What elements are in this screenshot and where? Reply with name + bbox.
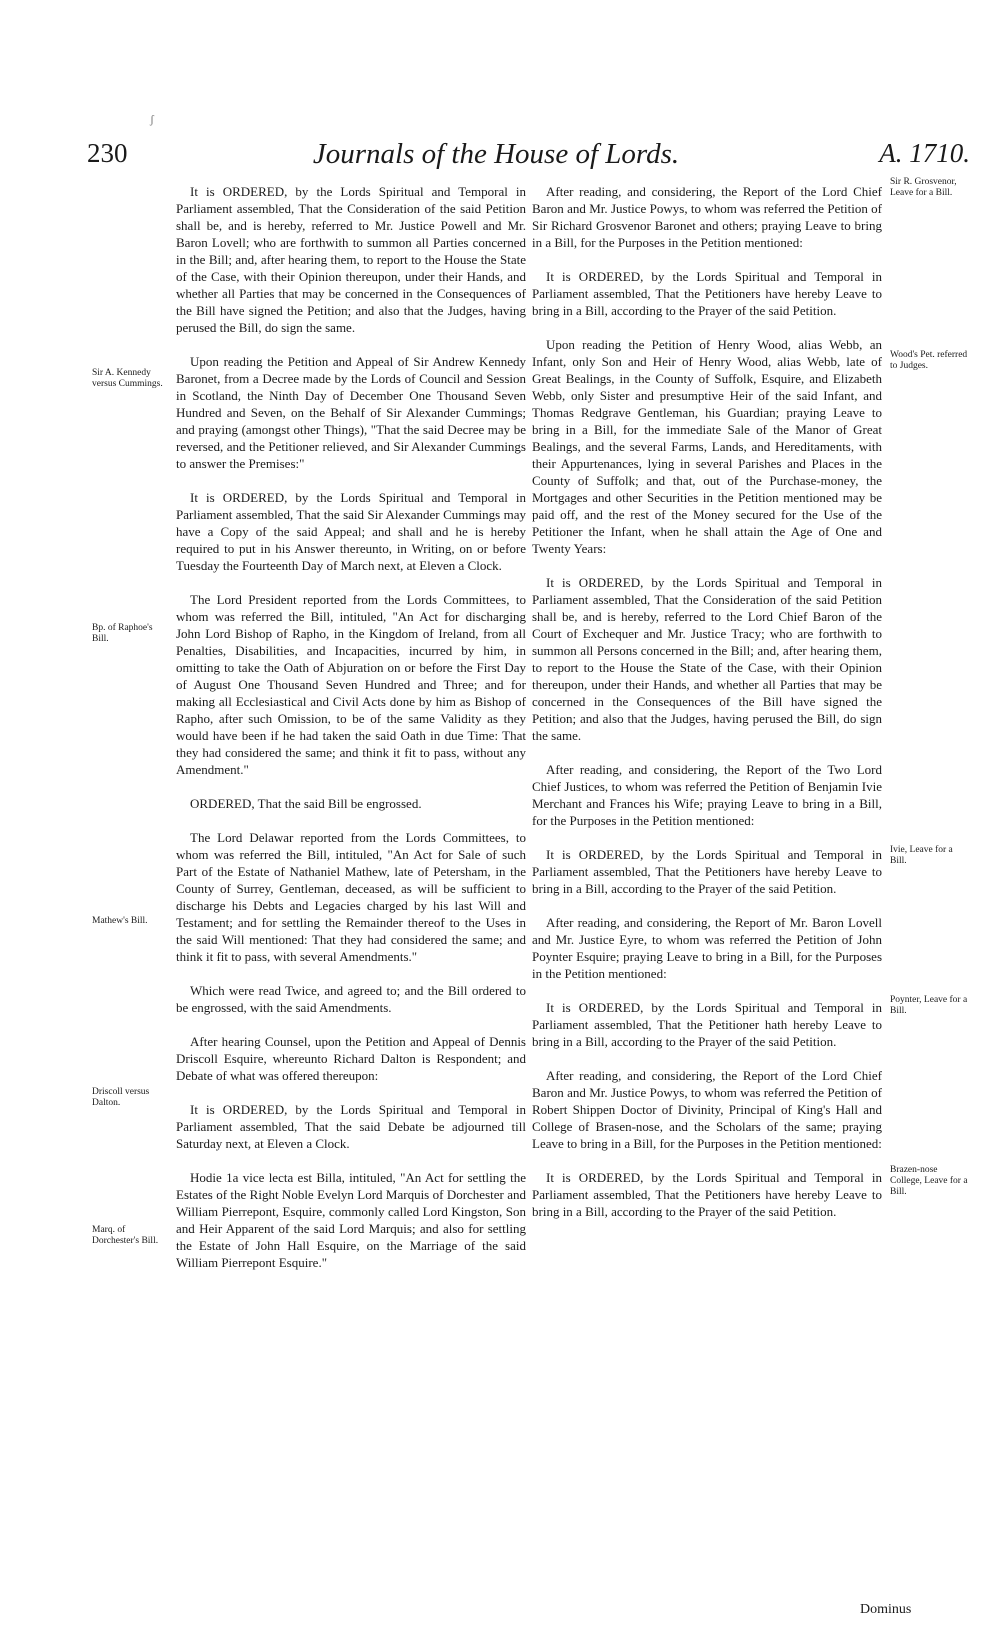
margin-note: Sir R. Grosvenor, Leave for a Bill. [890,177,957,198]
paragraph: It is ORDERED, by the Lords Spiritual and Temporal in Parliament assembled, That the said Debate be adjourned till Saturday next, at Eleven a Clock. [176,1102,526,1151]
margin-note: Brazen-nose College, Leave for a Bill. [890,1165,968,1197]
paragraph: Which were read Twice, and agreed to; and the Bill ordered to be engrossed, with the said Amendments. [176,983,526,1015]
paragraph: After hearing Counsel, upon the Petition and Appeal of Dennis Driscoll Esquire, whereunto Richard Dalton is Respondent; and Debate of what was offered thereupon: [176,1034,526,1083]
paragraph: It is ORDERED, by the Lords Spiritual and Temporal in Parliament assembled, That the said Sir Alexander Cummings may have a Copy of the said Appeal; and shall and he is hereby required to put in his Answer thereunto, in Writing, on or before Tuesday the Fourteenth Day of March next, at Eleven a Clock. [176,490,526,573]
paragraph: It is ORDERED, by the Lords Spiritual and Temporal in Parliament assembled, That the Petitioners have hereby Leave to bring in a Bill, according to the Prayer of the said Petition. [532,269,882,318]
paragraph: It is ORDERED, by the Lords Spiritual and Temporal in Parliament assembled, That the Petitioners have hereby Leave to bring in a Bill, according to the Prayer of the said Petition. [532,1170,882,1219]
paragraph: After reading, and considering, the Report of the Lord Chief Baron and Mr. Justice Powys, to whom was referred the Petition of Robert Shippen Doctor of Divinity, Principal of King's Hall and College of Brasen-nose, and the Scholars of the same; praying Leave to bring in a Bill, for the Purposes in the Petition mentioned: [532,1068,882,1151]
paragraph: It is ORDERED, by the Lords Spiritual and Temporal in Parliament assembled, That the Petitioners have hereby Leave to bring in a Bill, according to the Prayer of the said Petition. [532,847,882,896]
paragraph: After reading, and considering, the Report of the Lord Chief Baron and Mr. Justice Powys, to whom was referred the Petition of Sir Richard Grosvenor Baronet and others; praying Leave to bring in a Bill, for the Purposes in the Petition mentioned: [532,184,882,250]
paragraph: ORDERED, That the said Bill be engrossed. [190,796,422,811]
paragraph: After reading, and considering, the Report of Mr. Baron Lovell and Mr. Justice Eyre, to whom was referred the Petition of John Poynter Esquire; praying Leave to bring in a Bill, for the Purposes in the Petition mentioned: [532,915,882,981]
paragraph: Hodie 1a vice lecta est Billa, intituled, "An Act for settling the Estates of the Right Noble Evelyn Lord Marquis of Dorchester and William Pierrepont, Esquire, commonly called Lord Kingston, Son and Heir Apparent of the said Lord Marquis; and also for settling the Estate of John Hall Esquire, on the Marriage of the said William Pierrepont Esquire." [176,1170,526,1270]
running-title: Journals of the House of Lords. [312,138,680,170]
margin-note: Wood's Pet. referred to Judges. [890,350,968,371]
page-mark: ʃ [150,112,154,126]
paragraph: Upon reading the Petition of Henry Wood, alias Webb, an Infant, only Son and Heir of Henry Wood, alias Webb, late of Great Bealings, in the County of Suffolk, Esquire, and Elizabeth Webb, only Sister and presumptive Heir of the said Infant, and Thomas Redgrave Gentleman, his Guardian; praying Leave to bring in a Bill, for the immediate Sale of the Manor of Great Bealings, and the several Farms, Lands, and Hereditaments, with their Appurtenances, lying in several Parishes and Places in the County of Suffolk; and that, out of the Purchase-money, the Mortgages and other Securities in the Petition mentioned may be paid off, and the rest of the Money secured for the Use of the Petitioner the Infant, when he shall attain the Age of One and Twenty Years: [532,337,882,556]
margin-note: Bp. of Raphoe's Bill. [92,623,153,644]
paragraph: The Lord Delawar reported from the Lords Committees, to whom was referred the Bill, intituled, "An Act for Sale of such Part of the Estate of Nathaniel Mathew, late of Petersham, in the County of Surrey, Gentleman, deceased, as will be sufficient to discharge his Debts and Legacies charged by his last Will and Testament; and for settling the Remainder thereof to the Uses in the said Will mentioned: That they had considered the same; and think it fit to pass, with several Amendments." [176,830,526,964]
paragraph: It is ORDERED, by the Lords Spiritual and Temporal in Parliament assembled, That the Consideration of the said Petition shall be, and is hereby, referred to Mr. Justice Powell and Mr. Baron Lovell; who are forthwith to summon all Parties concerned in the Bill; and, after hearing them, to report to the House the State of the Case, with their Opinion thereupon, under their Hands, and whether all Parties that may be concerned in the Consequences of the Bill have signed the Petition; and also that the Judges, having perused the Bill, do sign the same. [176,184,526,335]
paragraph: The Lord President reported from the Lords Committees, to whom was referred the Bill, intituled, "An Act for discharging John Lord Bishop of Rapho, in the Kingdom of Ireland, from all Penalties, Disabilities, and Incapacities, incurred by him, in omitting to take the Oath of Abjuration on or before the First Day of August One Thousand Seven Hundred and Three; and for making all Ecclesiastical and Civil Acts done by him as Bishop of Rapho, after such Omission, to be of the same Validity as they would have been if he had taken the said Oath in due Time: That they had considered the same; and think it fit to pass, without any Amendment." [176,592,526,777]
paragraph: Upon reading the Petition and Appeal of Sir Andrew Kennedy Baronet, from a Decree made by the Lords of Council and Session in Scotland, the Ninth Day of December One Thousand Seven Hundred and Seven, on the Behalf of Sir Alexander Cummings; and praying (amongst other Things), "That the said Decree may be reversed, and the Petitioner relieved, and Sir Alexander Cummings to answer the Premises:" [176,354,526,471]
paragraph: After reading, and considering, the Report of the Two Lord Chief Justices, to whom was referred the Petition of Benjamin Ivie Merchant and Frances his Wife; praying Leave to bring in a Bill, for the Purposes in the Petition mentioned: [532,762,882,828]
margin-note: Mathew's Bill. [92,916,148,926]
catchword: Dominus [860,1602,912,1617]
margin-note: Ivie, Leave for a Bill. [890,845,953,866]
paragraph: It is ORDERED, by the Lords Spiritual and Temporal in Parliament assembled, That the Consideration of the said Petition shall be, and is hereby, referred to the Lord Chief Baron of the Court of Exchequer and Mr. Justice Tracy; who are forthwith to summon all Persons concerned in the Bill; and, after hearing them, to report to the House the State of the Case, with their Opinion thereupon, under their Hands, and whether all Parties that may be concerned in the Consequences of the Bill have signed the Petition; and also that the Judges, having perused the Bill, do sign the same. [532,575,882,743]
margin-note: Driscoll versus Dalton. [92,1087,150,1108]
page-number: 230 [87,138,128,168]
margin-note: Sir A. Kennedy versus Cummings. [92,368,163,389]
year-label: A. 1710. [879,138,970,168]
margin-note: Poynter, Leave for a Bill. [890,995,968,1016]
paragraph: It is ORDERED, by the Lords Spiritual and Temporal in Parliament assembled, That the Petitioner hath hereby Leave to bring in a Bill, according to the Prayer of the said Petition. [532,1000,882,1049]
margin-note: Marq. of Dorchester's Bill. [92,1225,159,1246]
